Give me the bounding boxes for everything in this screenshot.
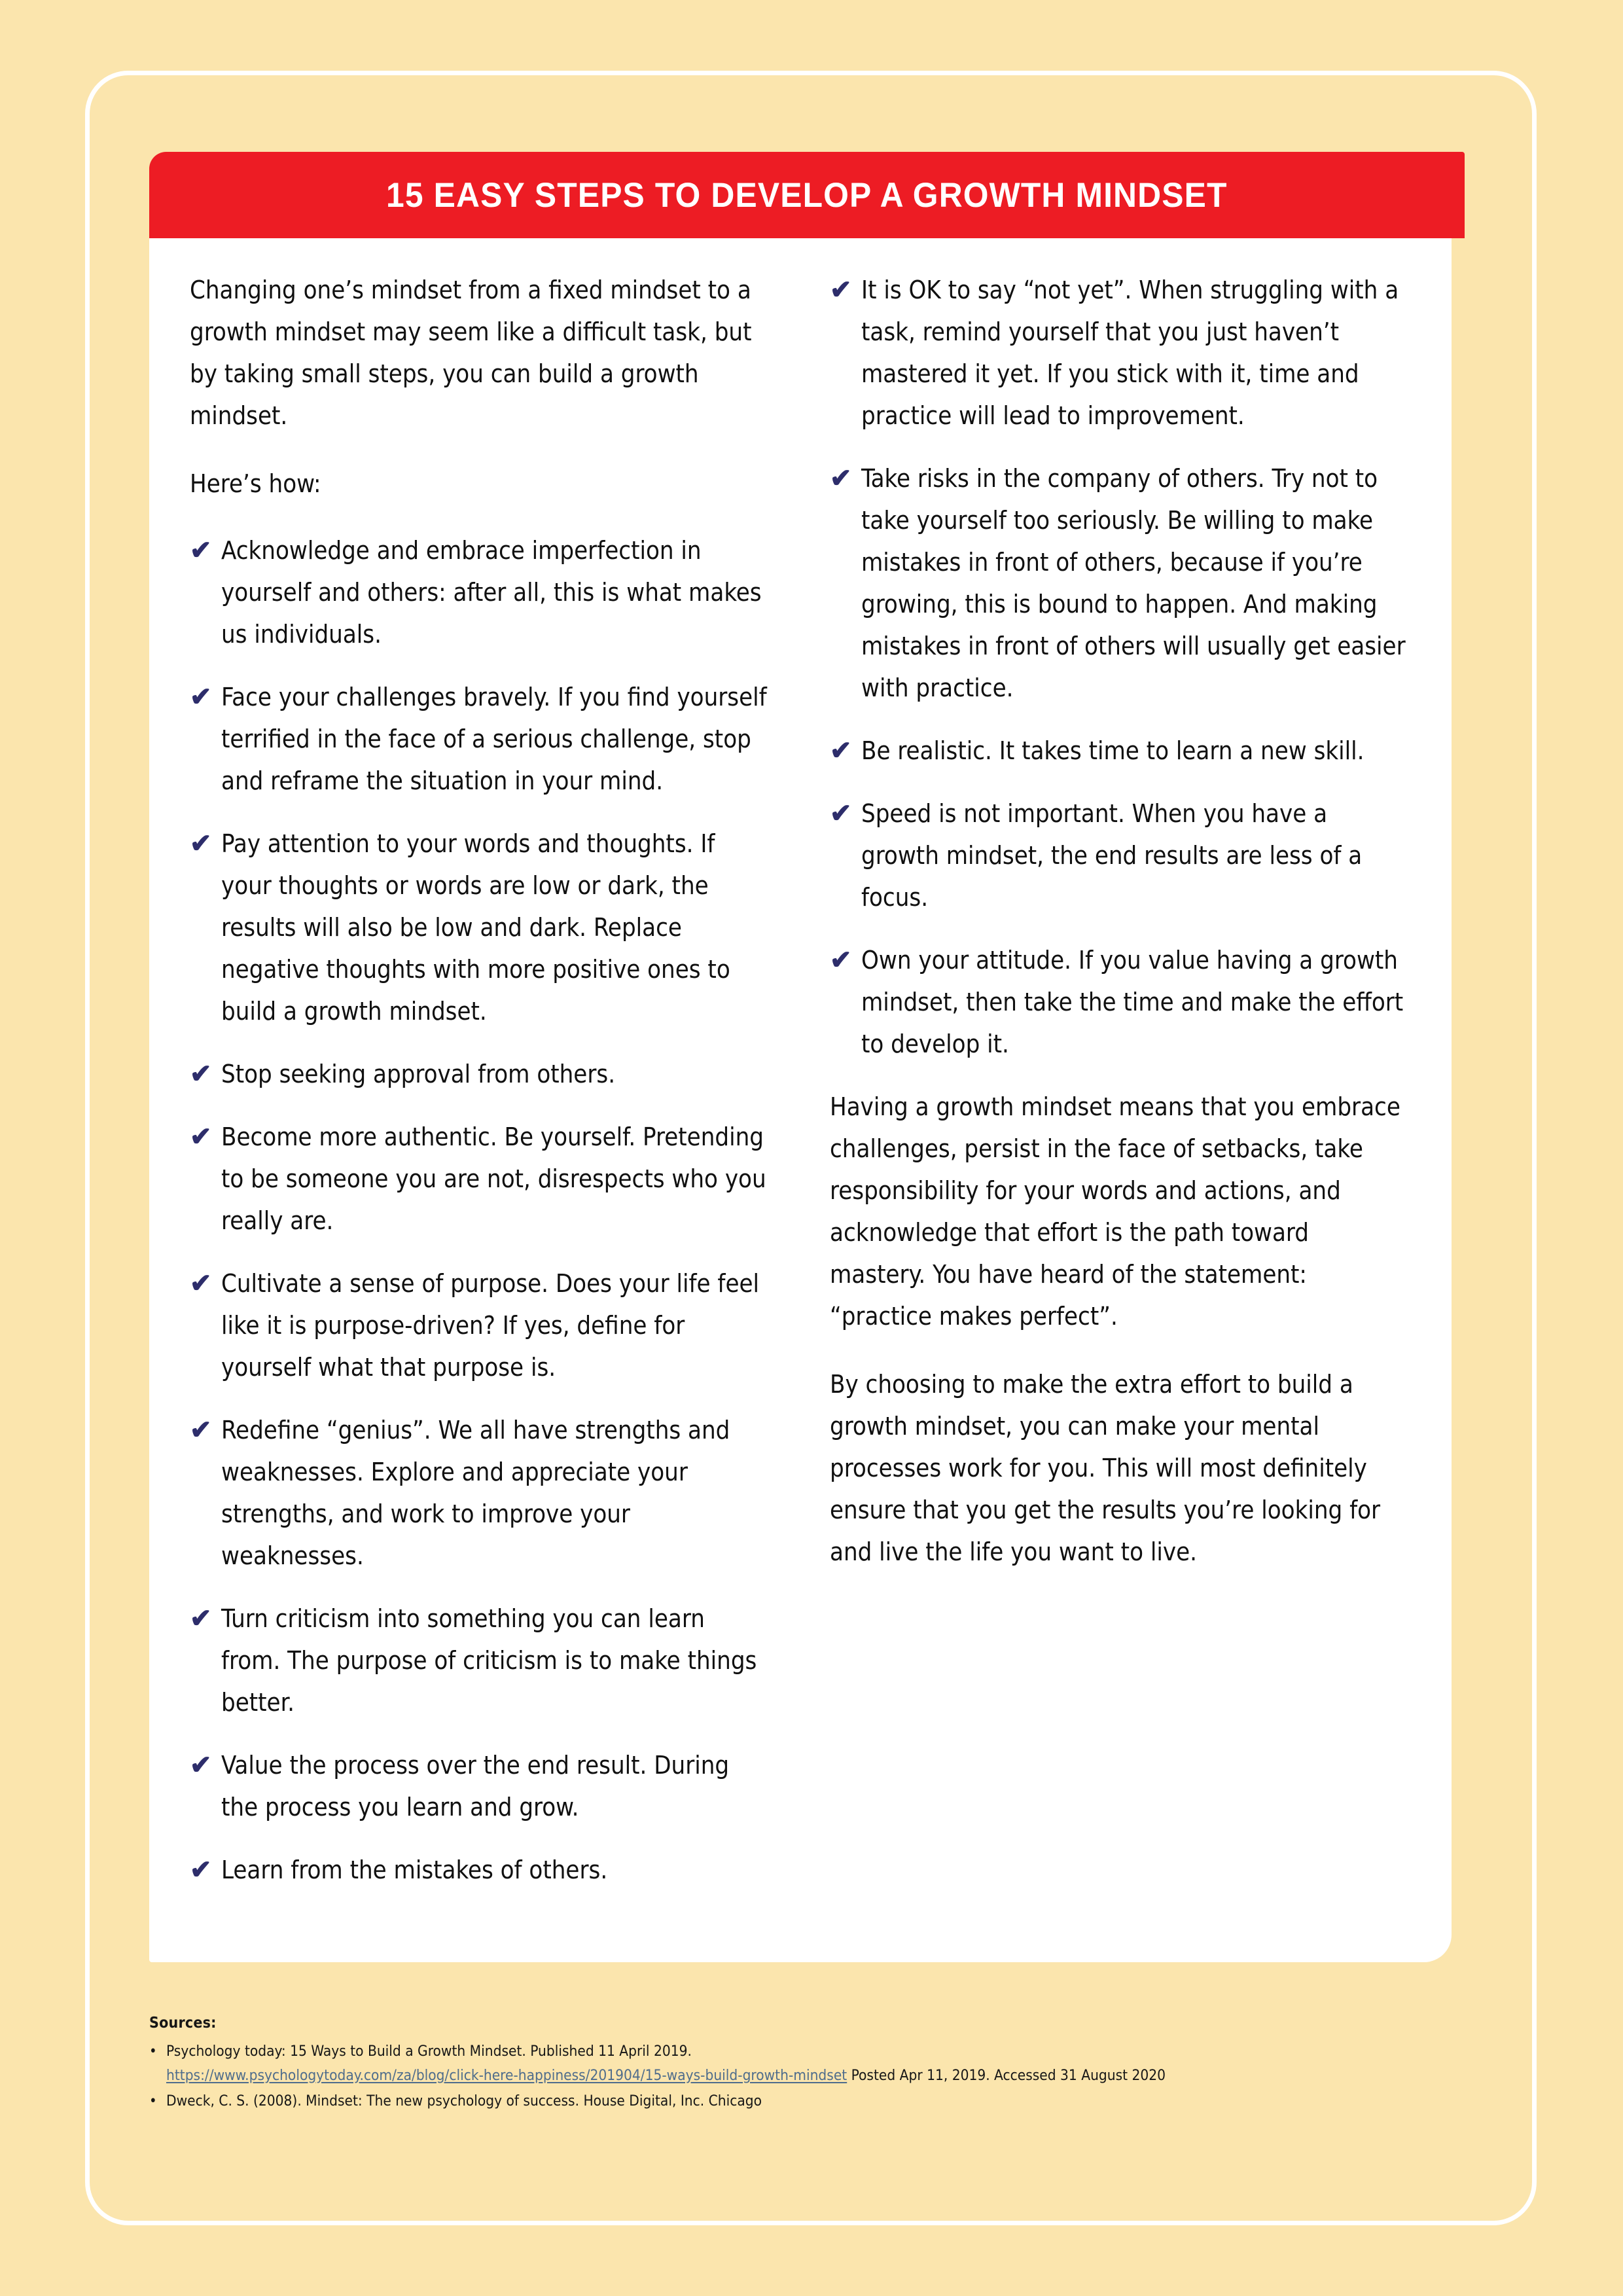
list-item: [190, 1598, 771, 1723]
two-column-layout: [149, 238, 1452, 1962]
list-item-label: Cultivate a sense of purpose. Does your life feel like it is purpose-driven? If yes, define for yourself what that purpose is.: [221, 1269, 760, 1382]
source-list-item: [149, 2039, 1478, 2088]
list-item-label: It is OK to say “not yet”. When struggling with a task, remind yourself that you just haven’t mastered it yet. If you stick with it, time and practice will lead to improvement.: [861, 276, 1399, 430]
page-title: 15 EASY STEPS TO DEVELOP A GROWTH MINDSET: [386, 175, 1228, 215]
list-item: [830, 793, 1408, 918]
check-icon: ✔: [830, 946, 852, 975]
closing-paragraph-2: By choosing to make the extra effort to build a growth mindset, you can make your mental processes work for you. This will most definitely ensure that you get the results you’re looking for and live the life you want to live.: [830, 1370, 1381, 1566]
list-item: [190, 1053, 771, 1095]
list-item-label: Redefine “genius”. We all have strengths and weaknesses. Explore and appreciate your strengths, and work to improve your weaknesses.: [221, 1416, 730, 1570]
check-icon: ✔: [830, 276, 852, 304]
check-icon: ✔: [830, 736, 852, 765]
source-citation-line: Psychology today: 15 Ways to Build a Growth Mindset. Published 11 April 2019.: [166, 2043, 692, 2060]
list-item-label: Stop seeking approval from others.: [221, 1060, 616, 1088]
check-icon: ✔: [190, 536, 212, 565]
list-item: [190, 676, 771, 802]
source-url-line: [166, 2064, 1478, 2088]
right-column: [801, 269, 1412, 1962]
list-item: [190, 1116, 771, 1242]
sources-heading: Sources:: [149, 2015, 217, 2032]
source-text: [166, 2089, 1478, 2113]
check-icon: ✔: [190, 1416, 212, 1444]
check-icon: ✔: [190, 1060, 212, 1088]
check-icon: ✔: [190, 1856, 212, 1884]
list-item-label: Learn from the mistakes of others.: [221, 1856, 608, 1884]
content-card: [149, 238, 1452, 1962]
list-item-label: Become more authentic. Be yourself. Pretending to be someone you are not, disrespects who you really are.: [221, 1122, 766, 1235]
source-url-suffix: Posted Apr 11, 2019. Accessed 31 August 2020: [847, 2067, 1166, 2084]
list-item-label: Speed is not important. When you have a growth mindset, the end results are less of a focus.: [861, 799, 1363, 912]
check-icon: ✔: [190, 1269, 212, 1298]
source-list-item: [149, 2089, 1478, 2113]
check-icon: ✔: [190, 829, 212, 858]
source-url-link[interactable]: https://www.psychologytoday.com/za/blog/click-here-happiness/201904/15-ways-build-growth-mindset: [166, 2067, 847, 2084]
check-icon: ✔: [190, 1122, 212, 1151]
list-item-label: Face your challenges bravely. If you find yourself terrified in the face of a serious challenge, stop and reframe the situation in your mind.: [221, 683, 767, 795]
list-item-label: Value the process over the end result. During the process you learn and grow.: [221, 1751, 730, 1821]
list-item-label: Pay attention to your words and thoughts. If your thoughts or words are low or dark, the results will also be low and dark. Replace negative thoughts with more positive ones to build a growth mindset.: [221, 829, 730, 1026]
intro-paragraph: Changing one’s mindset from a fixed mindset to a growth mindset may seem like a difficult task, but by taking small steps, you can build a growth mindset.: [190, 276, 752, 430]
list-item: [830, 939, 1408, 1065]
check-icon: ✔: [190, 683, 212, 711]
list-item-label: Take risks in the company of others. Try not to take yourself too seriously. Be willing to make mistakes in front of others, because if you’re growing, this is bound to happen. And making mistakes in front of others will usually get easier with practice.: [861, 464, 1406, 702]
list-item: [190, 1409, 771, 1577]
sources-section: [149, 2015, 1478, 2115]
lead-in-text: Here’s how:: [190, 469, 321, 498]
source-text: [166, 2039, 1478, 2088]
list-item-label: Own your attitude. If you value having a growth mindset, then take the time and make the effort to develop it.: [861, 946, 1404, 1058]
list-item: [830, 457, 1408, 709]
check-icon: ✔: [830, 799, 852, 828]
list-item: [830, 269, 1408, 437]
list-item: [190, 1849, 771, 1891]
list-item: [190, 1744, 771, 1828]
list-item-label: Turn criticism into something you can learn from. The purpose of criticism is to make things better.: [221, 1604, 757, 1717]
check-icon: ✔: [190, 1604, 212, 1633]
list-item: [190, 1263, 771, 1388]
list-item: [190, 529, 771, 655]
title-banner: [149, 152, 1465, 238]
check-icon: ✔: [190, 1751, 212, 1780]
list-item: [190, 823, 771, 1032]
check-icon: ✔: [830, 464, 852, 493]
list-item-label: Be realistic. It takes time to learn a new skill.: [861, 736, 1364, 765]
bullet-dot-icon: •: [149, 2093, 157, 2109]
bullet-dot-icon: •: [149, 2043, 157, 2060]
source-citation-line: Dweck, C. S. (2008). Mindset: The new psychology of success. House Digital, Inc. Chicago: [166, 2092, 762, 2109]
left-column: [190, 269, 801, 1962]
list-item-label: Acknowledge and embrace imperfection in yourself and others: after all, this is what makes us individuals.: [221, 536, 762, 649]
closing-paragraph-1: Having a growth mindset means that you embrace challenges, persist in the face of setbacks, take responsibility for your words and actions, and acknowledge that effort is the path toward mastery. You have heard of the statement: “practice makes perfect”.: [830, 1092, 1400, 1331]
list-item: [830, 730, 1408, 772]
